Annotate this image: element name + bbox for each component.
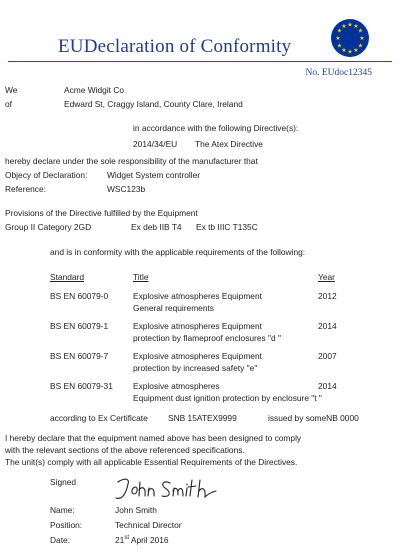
object-label: Objecy of Declaration: [5,170,88,180]
reference-label: Reference: [5,184,46,194]
standard-2: BS EN 60079-7 [50,351,109,361]
svg-text:★: ★ [359,35,365,42]
standard-title-3b: Equipment dust ignition protection by enclosure "t " [133,393,322,403]
object-value: Widget System controller [107,170,201,180]
closing-line-3: The unit(s) comply with all applicable Essential Requirements of the Directives. [5,457,298,467]
certificate-number: SNB 15ATEX9999 [168,413,237,423]
svg-text:★: ★ [341,47,347,54]
date-rest: April 2016 [129,535,169,545]
svg-text:★: ★ [336,42,343,50]
header-title: Title [133,272,149,282]
standard-title-0b: General requirements [133,303,214,313]
of-label: of [5,99,12,109]
svg-text:★: ★ [353,47,359,54]
eu-flag-icon [330,18,370,58]
certificate-issuer: issued by someNB 0000 [268,413,359,423]
closing-line-2: with the relevant sections of the above referenced specifications. [5,445,245,455]
svg-text:★: ★ [347,48,353,56]
manufacturer-name: Acme Widgit Co [64,85,125,95]
handwritten-signature [112,474,222,504]
date-day: 21 [115,535,125,545]
standard-title-0a: Explosive atmospheres Equipment [133,291,262,301]
certificate-prefix: according to Ex Certificate [50,413,148,423]
standard-year-1: 2014 [318,321,337,331]
standard-title-1b: protection by flameproof enclosures "d " [133,333,281,343]
name-value: John Smith [115,505,157,515]
svg-text:★: ★ [353,23,359,30]
position-value: Technical Director [115,520,182,530]
equipment-group: Group II Category 2GD [5,222,92,232]
signed-label: Signed [50,477,77,487]
provisions-intro: Provisions of the Directive fulfilled by the Equipment [5,208,198,218]
name-label: Name: [50,505,75,515]
directive-name: The Atex Directive [195,139,263,149]
declaration-statement: hereby declare under the sole responsibility of the manufacturer that [5,156,258,166]
conformity-intro: and is in conformity with the applicable requirements of the following: [50,247,306,257]
standard-title-2b: protection by increased safety "e" [133,363,258,373]
document-title: EUDeclaration of Conformity [58,36,292,57]
document-number: No. EUdoc12345 [305,68,372,78]
header-divider [8,61,392,62]
svg-text:★: ★ [347,21,353,29]
standard-year-3: 2014 [318,381,337,391]
standard-year-0: 2012 [318,291,337,301]
svg-text:★: ★ [341,23,347,30]
header-standard: Standard [50,272,84,282]
svg-text:★: ★ [336,27,343,35]
standard-1: BS EN 60079-1 [50,321,109,331]
we-label: We [5,85,18,95]
position-label: Position: [50,520,83,530]
closing-line-1: I hereby declare that the equipment named above has been designed to comply [5,433,302,443]
marking-dust: Ex tb IIIC T135C [196,222,258,232]
header-year: Year [318,272,335,282]
standard-year-2: 2007 [318,351,337,361]
directive-intro: in accordance with the following Directive(s): [133,123,299,133]
standard-title-2a: Explosive atmospheres Equipment [133,351,262,361]
svg-text:★: ★ [357,27,364,35]
date-label: Date: [50,535,71,545]
standard-title-1a: Explosive atmospheres Equipment [133,321,262,331]
standard-0: BS EN 60079-0 [50,291,109,301]
reference-value: WSC123b [107,184,146,194]
directive-number: 2014/34/EU [133,139,178,149]
date-value [115,535,169,545]
manufacturer-address: Edward St, Craggy Island, County Clare, Ireland [64,99,243,109]
svg-text:★: ★ [357,42,364,50]
date-suffix: st [124,535,129,542]
standard-3: BS EN 60079-31 [50,381,113,391]
standard-title-3a: Explosive atmospheres [133,381,220,391]
marking-gas: Ex deb IIB T4 [131,222,182,232]
svg-text:★: ★ [335,35,341,42]
